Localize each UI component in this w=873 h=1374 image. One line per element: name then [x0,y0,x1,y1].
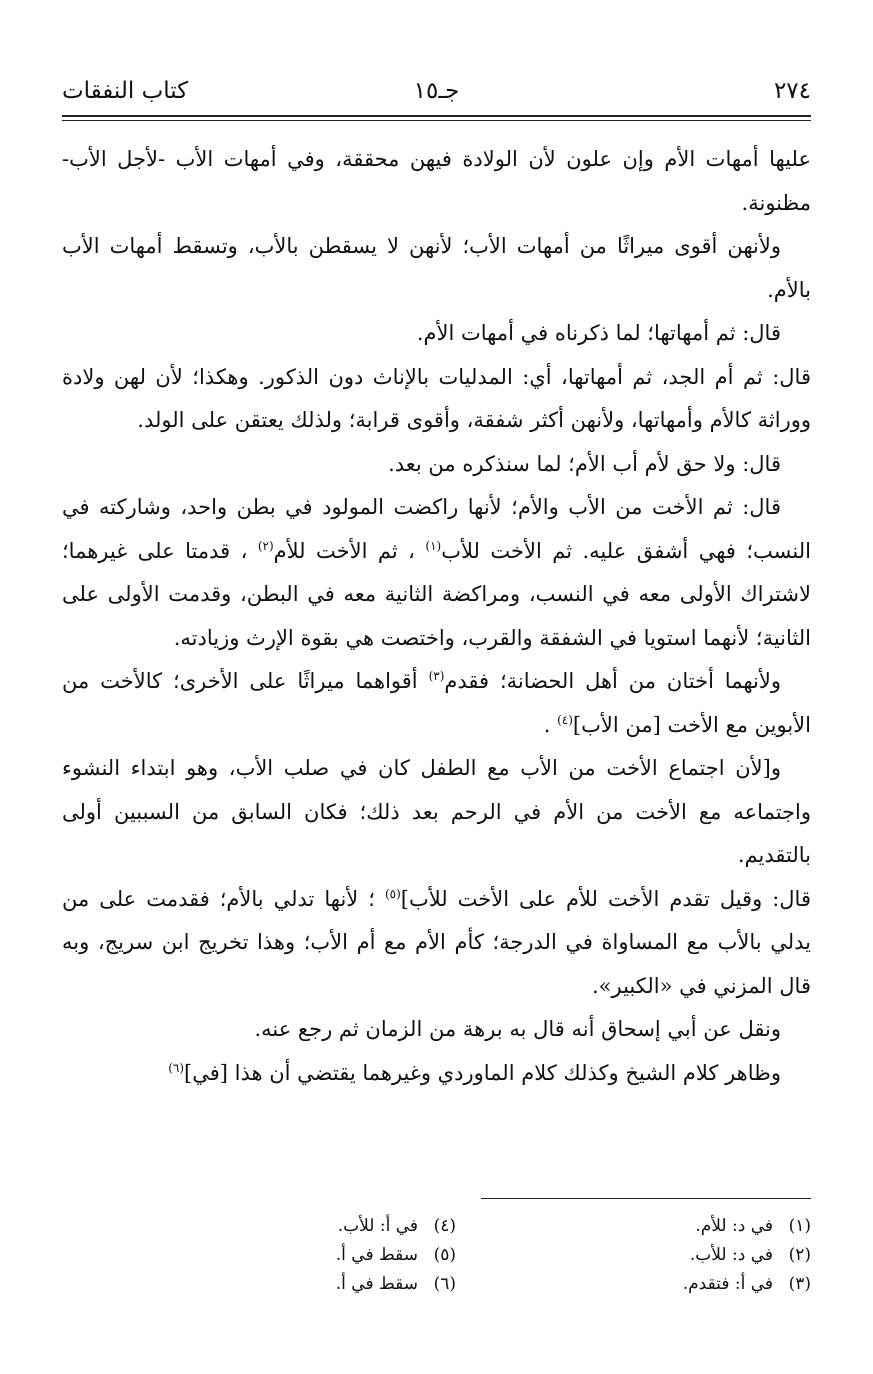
paragraph-9-part-a: قال: وقيل تقدم الأخت للأم على الأخت للأب] [400,886,811,911]
footnote-ref-6: (٦) [168,1060,185,1075]
footnote-6 [126,1270,456,1299]
footnote-ref-5: (٥) [384,886,401,901]
paragraph-9 [62,878,811,1009]
book-title: كتاب النفقات [62,78,189,104]
footnotes-column-left [126,1212,456,1299]
footnote-4 [126,1212,456,1241]
paragraph-7 [62,660,811,747]
paragraph-8: و[لأن اجتماع الأخت من الأب مع الطفل كان في صلب الأب، وهو ابتداء النشوء واجتماعه مع الأخت من الأم في الرحم بعد ذلك؛ فكان السابق من السببين أولى بالتقديم. [62,756,811,867]
footnote-3 [481,1270,811,1299]
volume-label: جـ١٥ [413,78,460,104]
footnote-2 [481,1241,811,1270]
footnote-number: (١) [788,1216,811,1236]
footnote-number: (٦) [433,1274,456,1294]
footnote-text: في أ: فتقدم. [682,1274,773,1294]
footnote-1 [481,1212,811,1241]
footnote-text: سقط في أ. [335,1245,418,1265]
paragraph-5: قال: ولا حق لأم أب الأم؛ لما سنذكره من بعد. [388,451,781,476]
footnote-text: في د: للأم. [695,1216,773,1236]
paragraph-2: ولأنهن أقوى ميراثًا من أمهات الأب؛ لأنهن لا يسقطن بالأب، وتسقط أمهات الأب بالأم. [62,234,811,302]
header-rule-thick [62,115,811,117]
footnote-ref-1: (١) [425,538,442,553]
footnote-5 [126,1241,456,1270]
footnote-ref-3: (٣) [428,669,445,683]
footnote-text: سقط في أ. [335,1274,418,1294]
footnote-number: (٤) [433,1216,456,1236]
paragraph-6 [62,486,811,660]
header-rule-thin [62,120,811,121]
main-text [62,138,811,1095]
paragraph-10: ونقل عن أبي إسحاق أنه قال به برهة من الزمان ثم رجع عنه. [254,1017,781,1041]
footnotes-column-right [481,1212,811,1299]
paragraph-11-part-a: وظاهر كلام الشيخ وكذلك كلام الماوردي وغيرهما يقتضي أن هذا [في] [184,1060,781,1085]
footnote-text: في أ: للأب. [337,1216,418,1236]
paragraph-4: قال: ثم أم الجد، ثم أمهاتها، أي: المدليات بالإناث دون الذكور. وهكذا؛ لأن لهن ولادة ووراثة كالأم وأمهاتها، ولأنهن أكثر شفقة، وأقوى قرابة؛ ولذلك يعتقن على الولد. [62,364,811,432]
paragraph-1: عليها أمهات الأم وإن علون لأن الولادة فيهن محققة، وفي أمهات الأب -لأجل الأب- مظنونة. [62,147,811,215]
footnote-number: (٣) [788,1274,811,1294]
paragraph-11 [62,1052,811,1096]
paragraph-3: قال: ثم أمهاتها؛ لما ذكرناه في أمهات الأم. [416,321,781,345]
footnote-separator [481,1198,811,1199]
page-number: ٢٧٤ [773,78,811,104]
paragraph-7-part-b: أقواهما ميراثًا على الأخرى؛ كالأخت من الأبوين مع الأخت [من الأب] [62,669,811,737]
footnote-number: (٥) [433,1245,456,1265]
paragraph-9-part-b: ؛ لأنها تدلي بالأم؛ فقدمت على من يدلي بالأب مع المساواة في الدرجة؛ كأم الأم مع أم الأب؛ وهذا تخريج ابن سريج، وبه قال المزني في «الكبير». [62,886,811,998]
paragraph-6-part-c: ، قدمتا على غيرهما؛ لاشتراك الأولى معه في النسب، ومراكضة الثانية معه في البطن، وقدمت الأولى على الثانية؛ لأنهما استويا في الشفقة والقرب، واختصت هي بقوة الإرث وزيادته. [62,538,811,650]
paragraph-7-part-a: ولأنهما أختان من أهل الحضانة؛ فقدم [444,669,781,693]
footnote-ref-2: (٢) [257,538,274,553]
paragraph-6-part-a: قال: ثم الأخت من الأب والأم؛ لأنها راكضت المولود في بطن واحد، وشاركته في النسب؛ فهي أشفق عليه. ثم الأخت للأب [62,495,811,563]
footnote-number: (٢) [788,1245,811,1265]
paragraph-7-part-c: . [543,712,558,737]
paragraph-6-part-b: ، ثم الأخت للأم [273,538,426,563]
footnote-text: في د: للأب. [689,1245,773,1265]
footnote-ref-4: (٤) [557,712,573,727]
page-header [62,72,811,112]
